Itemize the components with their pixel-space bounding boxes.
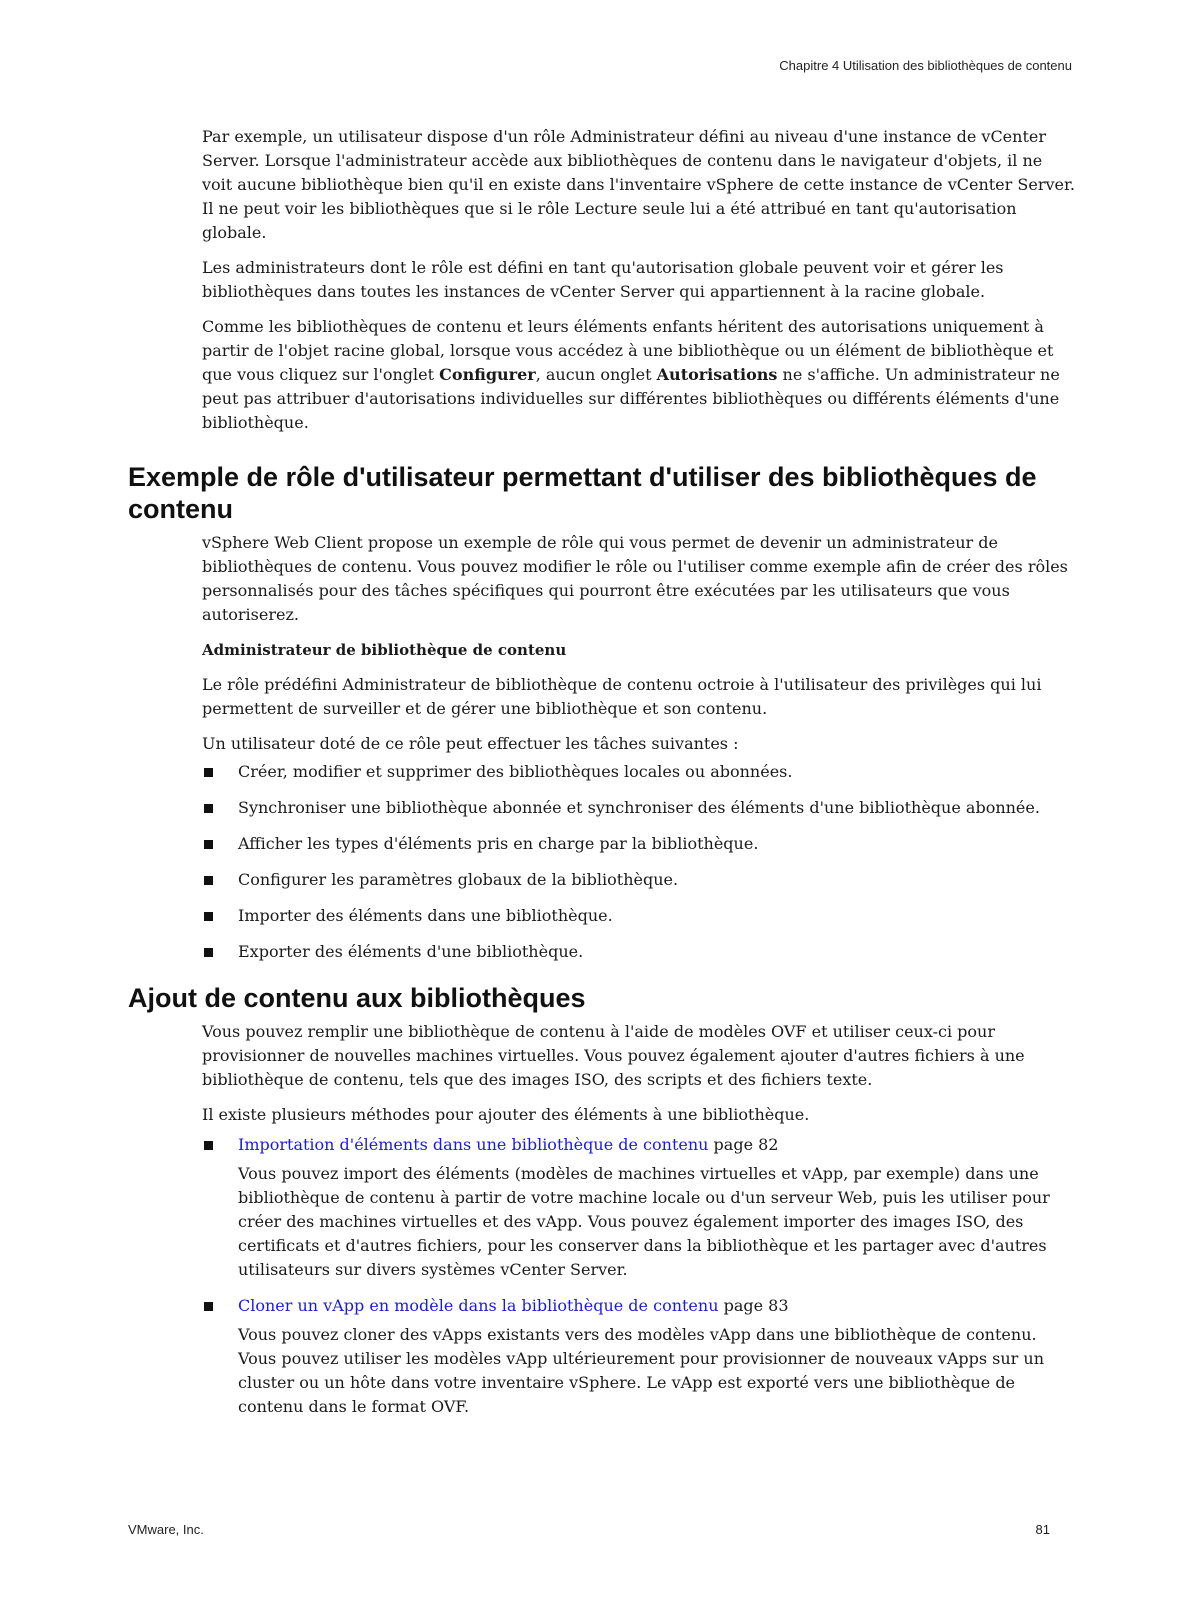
page-reference: page 82 — [708, 1135, 779, 1154]
list-item-text: Configurer les paramètres globaux de la bibliothèque. — [238, 870, 679, 889]
bullet-icon — [204, 876, 213, 885]
list-item — [202, 1133, 1076, 1282]
list-item-description: Vous pouvez import des éléments (modèles de machines virtuelles et vApp, par exemple) dans une bibliothèque de contenu à partir de votre machine locale ou d'un serveur Web, puis les utiliser pour créer des machines virtuelles et des vApp. Vous pouvez également importer des images ISO, des certificats et d'autres fichiers, pour les conserver dans la bibliothèque et les partager avec d'autres utilisateurs sur divers systèmes vCenter Server. — [238, 1164, 1050, 1279]
list-item — [202, 868, 1076, 892]
list-item-text: Afficher les types d'éléments pris en charge par la bibliothèque. — [238, 834, 759, 853]
autorisations-tab-label: Autorisations — [656, 365, 778, 384]
intro-paragraph-1: Par exemple, un utilisateur dispose d'un rôle Administrateur défini au niveau d'une instance de vCenter Server. Lorsque l'administrateur accède aux bibliothèques de contenu dans le navigateur d'objets, il ne voit aucune bibliothèque bien qu'il en existe dans l'inventaire vSphere de cette instance de vCenter Server. Il ne peut voir les bibliothèques que si le rôle Lecture seule lui a été attribué en tant qu'autorisation globale. — [202, 127, 1075, 242]
section-2-heading: Ajout de contenu aux bibliothèques — [128, 983, 586, 1013]
section-1-body — [202, 531, 1076, 964]
page-reference: page 83 — [718, 1296, 789, 1315]
bullet-icon — [204, 948, 213, 957]
section-2-paragraph-2: Il existe plusieurs méthodes pour ajouter des éléments à une bibliothèque. — [202, 1105, 810, 1124]
list-item — [202, 796, 1076, 820]
list-item — [202, 1294, 1076, 1419]
intro-paragraph-2: Les administrateurs dont le rôle est défini en tant qu'autorisation globale peuvent voir et gérer les bibliothèques dans toutes les instances de vCenter Server qui appartiennent à la racine globale. — [202, 258, 1004, 301]
list-item-text: Créer, modifier et supprimer des bibliothèques locales ou abonnées. — [238, 762, 793, 781]
task-list — [202, 760, 1076, 964]
p3-text-1: Comme les bibliothèques de contenu et leurs éléments enfants héritent des autorisations uniquement à partir de l'objet racine global, lorsque vous accédez à une bibliothèque ou un élément de bibliothèque et que vous cliquez sur l'onglet — [202, 317, 1054, 384]
section-1-heading: Exemple de rôle d'utilisateur permettant d'utiliser des bibliothèques de contenu — [128, 462, 1037, 524]
list-item — [202, 760, 1076, 784]
list-item-text: Synchroniser une bibliothèque abonnée et synchroniser des éléments d'une bibliothèque abonnée. — [238, 798, 1040, 817]
list-item-text: Importer des éléments dans une bibliothèque. — [238, 906, 613, 925]
p3-text-3: ne s'affiche. Un administrateur ne peut pas attribuer d'autorisations individuelles sur différentes bibliothèques ou différents éléments d'une bibliothèque. — [202, 365, 1060, 432]
p3-text-2: , aucun onglet — [535, 365, 657, 384]
section-1-paragraph-2: Le rôle prédéfini Administrateur de bibliothèque de contenu octroie à l'utilisateur des privilèges qui lui permettent de surveiller et de gérer une bibliothèque et son contenu. — [202, 675, 1042, 718]
list-item — [202, 904, 1076, 928]
bullet-icon — [204, 804, 213, 813]
clone-vapp-link[interactable]: Cloner un vApp en modèle dans la bibliothèque de contenu — [238, 1296, 719, 1315]
footer-company: VMware, Inc. — [128, 1522, 204, 1537]
section-1-subheading: Administrateur de bibliothèque de contenu — [202, 641, 567, 659]
section-2-paragraph-1: Vous pouvez remplir une bibliothèque de contenu à l'aide de modèles OVF et utiliser ceux-ci pour provisionner de nouvelles machines virtuelles. Vous pouvez également ajouter d'autres fichiers à une bibliothèque de contenu, tels que des images ISO, des scripts et des fichiers texte. — [202, 1022, 1025, 1089]
list-item-text: Exporter des éléments d'une bibliothèque. — [238, 942, 584, 961]
section-1-paragraph-1: vSphere Web Client propose un exemple de rôle qui vous permet de devenir un administrateur de bibliothèques de contenu. Vous pouvez modifier le rôle ou l'utiliser comme exemple afin de créer des rôles personnalisés pour des tâches spécifiques qui pourront être exécutées par les utilisateurs que vous autoriserez. — [202, 533, 1068, 624]
bullet-icon — [204, 1141, 213, 1150]
bullet-icon — [204, 912, 213, 921]
footer-page-number: 81 — [1035, 1522, 1050, 1537]
list-item — [202, 940, 1076, 964]
bullet-icon — [204, 840, 213, 849]
method-list — [202, 1133, 1076, 1419]
intro-paragraph-3 — [202, 315, 1076, 435]
running-header: Chapitre 4 Utilisation des bibliothèques de contenu — [779, 58, 1072, 73]
section-2-body — [202, 1020, 1076, 1419]
import-items-link[interactable]: Importation d'éléments dans une bibliothèque de contenu — [238, 1135, 709, 1154]
section-1-paragraph-3: Un utilisateur doté de ce rôle peut effectuer les tâches suivantes : — [202, 734, 739, 753]
list-item-description: Vous pouvez cloner des vApps existants vers des modèles vApp dans une bibliothèque de contenu. Vous pouvez utiliser les modèles vApp ultérieurement pour provisionner de nouveaux vApps sur un cluster ou un hôte dans votre inventaire vSphere. Le vApp est exporté vers une bibliothèque de contenu dans le format OVF. — [238, 1325, 1045, 1416]
bullet-icon — [204, 768, 213, 777]
intro-section — [202, 125, 1076, 435]
page-content — [128, 125, 1078, 1431]
list-item — [202, 832, 1076, 856]
configurer-tab-label: Configurer — [439, 365, 536, 384]
bullet-icon — [204, 1302, 213, 1311]
